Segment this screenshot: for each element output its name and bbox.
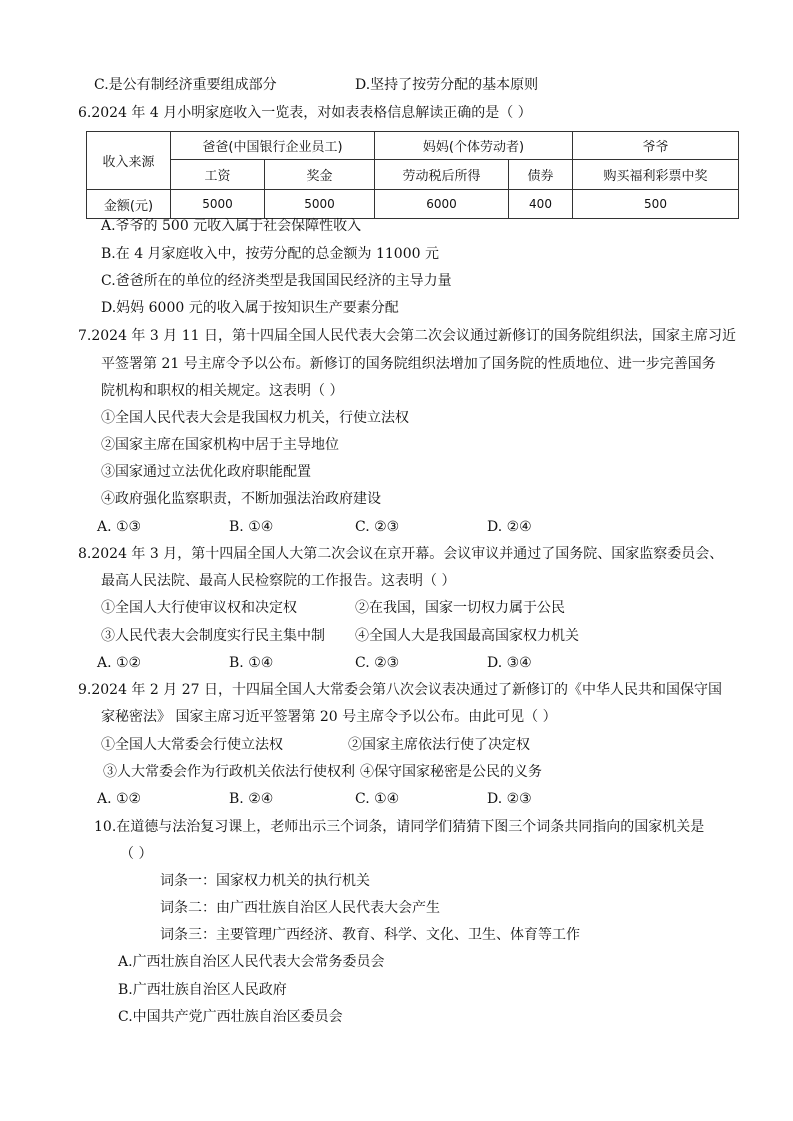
q10-clue: 词条一：国家权力机关的执行机关 <box>160 873 370 889</box>
q8-stem-line: 8.2024 年 3 月，第十四届全国人大第二次会议在京开幕。会议审议并通过了国务院、国家监察委员会、 <box>78 546 724 562</box>
amount-cell: 6000 <box>375 190 509 219</box>
amount-cell: 500 <box>573 190 739 219</box>
q8-stem-line: 最高人民法院、最高人民检察院的工作报告。这表明（ ） <box>101 573 456 589</box>
q10-clue: 词条三：主要管理广西经济、教育、科学、文化、卫生、体育等工作 <box>160 927 580 943</box>
q6-option-b: B.在 4 月家庭收入中，按劳分配的总金额为 11000 元 <box>101 246 439 262</box>
income-source-header: 收入来源 <box>87 132 171 190</box>
income-table <box>86 131 739 219</box>
q6-stem: 6.2024 年 4 月小明家庭收入一览表，对如表表格信息解读正确的是（ ） <box>78 105 532 121</box>
q8-choice-c: C. ②③ <box>355 655 400 671</box>
q10-option-c: C.中国共产党广西壮族自治区委员会 <box>118 1009 343 1025</box>
q9-statement: ④保守国家秘密是公民的义务 <box>360 764 542 780</box>
column-header: 购买福利彩票中奖 <box>573 160 739 190</box>
column-header: 奖金 <box>265 160 375 190</box>
q7-choice-d: D. ②④ <box>487 519 532 535</box>
q8-statement: ④全国人大是我国最高国家权力机关 <box>355 628 579 644</box>
q9-statement: ②国家主席依法行使了决定权 <box>348 737 530 753</box>
q8-choice-b: B. ①④ <box>229 655 274 671</box>
q6-option-c: C.爸爸所在的单位的经济类型是我国国民经济的主导力量 <box>101 273 452 289</box>
amount-label: 金额(元) <box>87 190 171 219</box>
q7-statement: ④政府强化监察职责，不断加强法治政府建设 <box>101 491 381 507</box>
column-header: 债券 <box>509 160 573 190</box>
column-header: 工资 <box>171 160 265 190</box>
q8-statement: ①全国人大行使审议权和决定权 <box>101 600 297 616</box>
q8-statement: ③人民代表大会制度实行民主集中制 <box>101 628 325 644</box>
amount-cell: 400 <box>509 190 573 219</box>
q10-clue: 词条二：由广西壮族自治区人民代表大会产生 <box>160 900 440 916</box>
q9-statement: ①全国人大常委会行使立法权 <box>101 737 283 753</box>
father-header: 爸爸(中国银行企业员工) <box>171 132 375 160</box>
q10-option-b: B.广西壮族自治区人民政府 <box>118 982 287 998</box>
amount-cell: 5000 <box>171 190 265 219</box>
q8-choice-a: A. ①② <box>97 655 142 671</box>
q9-choice-a: A. ①② <box>97 791 142 807</box>
q9-choice-c: C. ①④ <box>355 791 400 807</box>
q9-statement: ③人大常委会作为行政机关依法行使权利 <box>103 764 355 780</box>
q7-choice-a: A. ①③ <box>97 519 142 535</box>
q6-option-d: D.妈妈 6000 元的收入属于按知识生产要素分配 <box>101 300 399 316</box>
q7-stem-line: 7.2024 年 3 月 11 日，第十四届全国人民代表大会第二次会议通过新修订的国务院组织法，国家主席习近 <box>78 328 736 344</box>
q7-stem-line: 平签署第 21 号主席令予以公布。新修订的国务院组织法增加了国务院的性质地位、进一步完善国务 <box>101 356 716 372</box>
q7-statement: ②国家主席在国家机构中居于主导地位 <box>101 437 339 453</box>
q10-option-a: A.广西壮族自治区人民代表大会常务委员会 <box>118 954 385 970</box>
q9-stem-line: 9.2024 年 2 月 27 日，十四届全国人大常委会第八次会议表决通过了新修订的《中华人民共和国保守国 <box>78 682 722 698</box>
q7-statement: ③国家通过立法优化政府职能配置 <box>101 464 311 480</box>
q5-option-c: C.是公有制经济重要组成部分 <box>94 77 277 93</box>
q6-option-a: A.爷爷的 500 元收入属于社会保障性收入 <box>101 218 362 234</box>
mother-header: 妈妈(个体劳动者) <box>375 132 573 160</box>
q10-stem-line: 10.在道德与法治复习课上，老师出示三个词条，请同学们猜猜下图三个词条共同指向的国家机关是 <box>94 819 705 835</box>
q9-choice-b: B. ②④ <box>229 791 274 807</box>
amount-cell: 5000 <box>265 190 375 219</box>
q7-stem-line: 院机构和职权的相关规定。这表明（ ） <box>101 383 344 399</box>
q8-choice-d: D. ③④ <box>487 655 532 671</box>
q9-stem-line: 家秘密法》 国家主席习近平签署第 20 号主席令予以公布。由此可见（ ） <box>101 709 557 725</box>
q7-choice-c: C. ②③ <box>355 519 400 535</box>
column-header: 劳动税后所得 <box>375 160 509 190</box>
q7-choice-b: B. ①④ <box>229 519 274 535</box>
grandpa-header: 爷爷 <box>573 132 739 160</box>
q9-choice-d: D. ②③ <box>487 791 532 807</box>
q5-option-d: D.坚持了按劳分配的基本原则 <box>355 77 539 93</box>
q7-statement: ①全国人民代表大会是我国权力机关，行使立法权 <box>101 410 409 426</box>
q8-statement: ②在我国，国家一切权力属于公民 <box>355 600 565 616</box>
q10-stem-line: （ ） <box>120 846 153 862</box>
